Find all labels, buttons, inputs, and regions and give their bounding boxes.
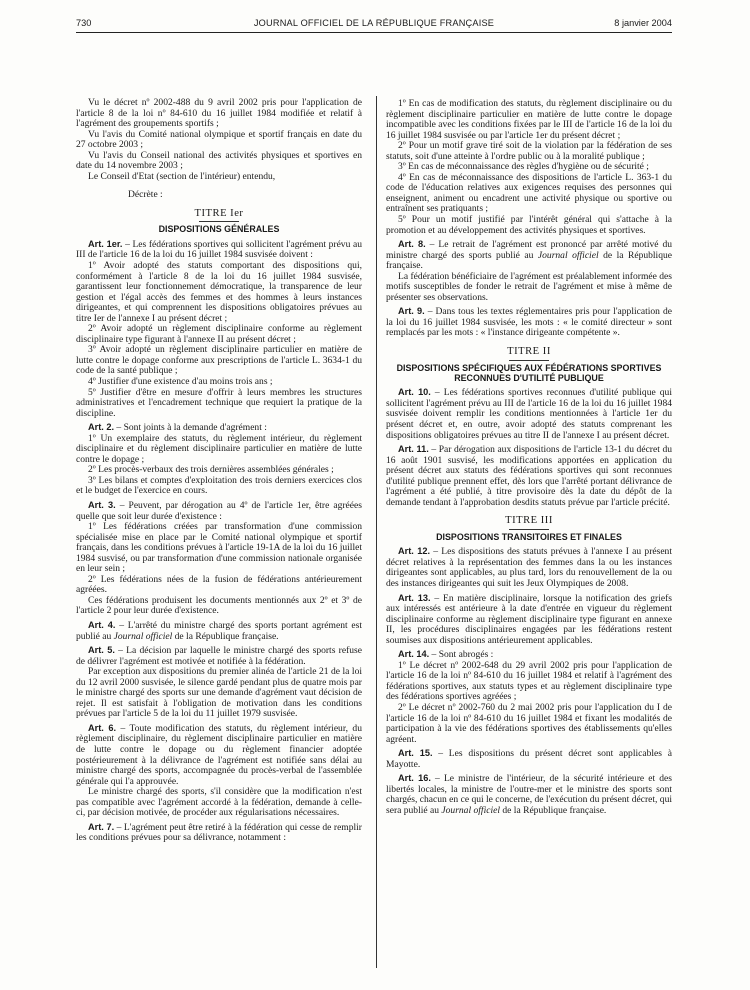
- article-4: [76, 620, 362, 642]
- list-item: 1º Les fédérations créées par transformation d'une commission spécialisée mise en place par le Comité national olympique et sportif français, dans les conditions prévues à l'article 19-1A de la loi du 16 juillet 1984 susvisé, ou par transformation d'une commission nationale organisée en leur sein ;: [76, 521, 362, 575]
- list-item: 1º En cas de modification des statuts, du règlement disciplinaire ou du règlement disciplinaire particulier en matière de lutte contre le dopage incompatible avec les conditions fixées par le III de l'article 16 de la loi du 16 juillet 1984 susvisée ou par l'article 1er du présent décret ;: [386, 98, 672, 141]
- article-text: – Les dispositions du présent décret sont applicables à Mayotte.: [386, 748, 672, 770]
- titre-heading: TITRE II: [507, 346, 551, 358]
- article-text: – Peuvent, par dérogation au 4º de l'article 1er, être agréées quelle que soit leur durée d'existence :: [76, 500, 362, 522]
- paragraph: Par exception aux dispositions du premier alinéa de l'article 21 de la loi du 12 avril 2000 susvisée, le silence gardé pendant plus de quatre mois par le ministre chargé des sports sur une demande d'agrément vaut décision de rejet. Il est satisfait à l'obligation de motivation dans les conditions prévues par l'article 5 de la loi du 11 juillet 1979 susvisée.: [76, 666, 362, 720]
- article-label: Art. 6.: [88, 722, 117, 733]
- visa-paragraph: Vu l'avis du Conseil national des activités physiques et sportives en date du 14 novembre 2003 ;: [76, 149, 362, 172]
- article-text: de la République française.: [172, 630, 279, 642]
- article-text: – Les fédérations sportives qui sollicitent l'agrément prévu au III de l'article 16 de la loi du 16 juillet 1984 susvisée doivent :: [76, 238, 362, 261]
- article-label: Art. 3.: [88, 500, 116, 510]
- list-item: 2º Les procès-verbaux des trois dernières assemblées générales ;: [88, 464, 334, 476]
- article-text: de la République française.: [500, 804, 607, 816]
- article-12: [386, 546, 672, 589]
- article-11: [386, 444, 672, 508]
- visa-paragraph: Vu l'avis du Comité national olympique et sportif français en date du 27 octobre 2003 ;: [76, 128, 362, 151]
- article-16: [386, 773, 672, 816]
- list-item: 1º Le décret nº 2002-648 du 29 avril 2002 pris pour l'application de l'article 16 de la loi nº 84-610 du 16 juillet 1984 et relatif à l'agrément des fédérations sportives, aux statuts types et au règlement disciplinaire type des fédérations sportives agréées ;: [386, 659, 672, 703]
- paragraph: Ces fédérations produisent les documents mentionnés aux 2º et 3º de l'article 2 pour leur durée d'existence.: [76, 594, 362, 617]
- article-label: Art. 5.: [88, 645, 115, 656]
- journal-title: JOURNAL OFFICIEL DE LA RÉPUBLIQUE FRANÇAISE: [253, 18, 495, 28]
- article-3: [76, 500, 362, 522]
- article-text: – Les fédérations sportives reconnues d'utilité publique qui sollicitent l'agrément prévu au III de l'article 16 de la loi du 16 juillet 1984 susvisée doivent remplir les conditions mentionnées à l'article 1er du présent décret et, en outre, avoir adopté des statuts comprenant les dispositions obligatoires prévues au titre II de l'annexe I au présent décret.: [386, 387, 672, 441]
- article-text: de la République française.: [386, 249, 672, 272]
- heading-rule: [199, 221, 239, 222]
- journal-reference: Journal officiel: [537, 249, 599, 261]
- visa-paragraph: Vu le décret nº 2002-488 du 9 avril 2002 pris pour l'application de l'article 8 de la loi nº 84-610 du 16 juillet 1984 modifiée et relatif à l'agrément des groupements sportifs ;: [76, 97, 362, 130]
- article-label: Art. 7.: [88, 821, 115, 832]
- list-item: 4º Justifier d'une existence d'au moins trois ans ;: [88, 375, 273, 387]
- page-number: 730: [76, 18, 92, 28]
- visa-paragraph: Le Conseil d'Etat (section de l'intérieur) entendu,: [88, 170, 276, 182]
- titre-heading: TITRE Ier: [194, 207, 244, 219]
- list-item: 3º Avoir adopté un règlement disciplinaire particulier en matière de lutte contre le dopage conforme aux prescriptions de l'article L. 3634-1 du code de la santé publique ;: [76, 344, 362, 377]
- article-label: Art. 8.: [398, 239, 426, 250]
- article-label: Art. 16.: [398, 773, 431, 784]
- titre-subtitle: DISPOSITIONS SPÉCIFIQUES AUX FÉDÉRATIONS SPORTIVES RECONNUES D'UTILITÉ PUBLIQUE: [396, 362, 662, 383]
- article-label: Art. 12.: [398, 546, 430, 557]
- article-label: Art. 10.: [398, 387, 431, 398]
- article-1: [76, 239, 362, 261]
- titre-subtitle: DISPOSITIONS TRANSITOIRES ET FINALES: [436, 531, 622, 542]
- list-item: 1º Un exemplaire des statuts, du règlement intérieur, du règlement disciplinaire et du règlement disciplinaire particulier en matière de lutte contre le dopage ;: [76, 432, 362, 465]
- journal-reference: Journal officiel: [441, 804, 501, 816]
- heading-rule: [509, 360, 549, 361]
- article-8: [386, 239, 672, 272]
- list-item: 2º Les fédérations nées de la fusion de fédérations antérieurement agréées.: [76, 573, 362, 596]
- article-label: Art. 4.: [88, 620, 116, 631]
- article-text: – En matière disciplinaire, lorsque la notification des griefs aux intéressés est antérieure à la date d'entrée en vigueur du règlement disciplinaire conforme au règlement disciplinaire type figurant en annexe II, les procédures disciplinaires engagées par les fédérations restent soumises aux dispositions antérieurement applicables.: [386, 592, 672, 646]
- article-text: – L'agrément peut être retiré à la fédération qui cesse de remplir les conditions prévues pour sa délivrance, notamment :: [76, 821, 362, 844]
- list-item: 2º Pour un motif grave tiré soit de la violation par la fédération de ses statuts, soit d'une atteinte à l'ordre public ou à la moralité publique ;: [386, 140, 672, 162]
- article-label: Art. 15.: [398, 748, 433, 759]
- article-label: Art. 13.: [398, 592, 431, 603]
- article-text: – Le ministre de l'intérieur, de la sécurité intérieure et des libertés locales, la ministre de l'outre-mer et le ministre des sports sont chargés, chacun en ce qui le concerne, de l'exécution du présent décret, qui sera publié au: [386, 773, 672, 816]
- column-divider: [376, 96, 377, 968]
- article-text: – L'arrêté du ministre chargé des sports portant agrément est publié au: [76, 620, 363, 642]
- heading-rule: [509, 529, 549, 530]
- article-10: [386, 387, 672, 441]
- list-item: 3º Les bilans et comptes d'exploitation des trois derniers exercices clos et le budget de l'exercice en cours.: [76, 474, 362, 497]
- article-5: [76, 645, 362, 667]
- article-label: Art. 9.: [398, 306, 425, 317]
- article-text: – Dans tous les textes réglementaires pris pour l'application de la loi du 16 juillet 1984 susvisée, les mots : « le comité directeur » sont remplacés par les mots : « l'instance dirigeante compétente ».: [386, 306, 672, 339]
- article-9: [386, 306, 672, 339]
- titre-heading: TITRE III: [505, 515, 553, 527]
- article-text: – La décision par laquelle le ministre chargé des sports refuse de délivrer l'agrément est motivée et notifiée à la fédération.: [76, 645, 362, 667]
- list-item: 4º En cas de méconnaissance des dispositions de l'article L. 363-1 du code de l'éducation relatives aux exigences requises des personnes qui enseignent, animent ou encadrent une activité physique ou sportive ou entraînent ses pratiquants ;: [386, 171, 672, 215]
- list-item: 1º Avoir adopté des statuts comportant des dispositions qui, conformément à l'article 8 de la loi du 16 juillet 1984 susvisée, garantissent leur fonctionnement démocratique, la transparence de leur gestion et l'égal accès des femmes et des hommes à leurs instances dirigeantes, et qui comprennent les dispositions obligatoires prévues au titre Ier de l'annexe I au présent décret ;: [76, 259, 362, 324]
- article-label: Art. 1er.: [88, 238, 123, 249]
- article-6: [76, 723, 362, 787]
- titre-subtitle: DISPOSITIONS GÉNÉRALES: [158, 224, 280, 235]
- article-label: Art. 14.: [398, 649, 430, 660]
- paragraph: La fédération bénéficiaire de l'agrément est préalablement informée des motifs susceptibles de fonder le retrait de l'agrément et mise à même de présenter ses observations.: [386, 270, 672, 303]
- decrete-line: Décrète :: [128, 189, 163, 201]
- list-item: 2º Avoir adopté un règlement disciplinaire conforme au règlement disciplinaire type figurant à l'annexe II au présent décret ;: [76, 323, 362, 345]
- article-text: – Les dispositions des statuts prévues à l'annexe I au présent décret relatives à la représentation des femmes dans la ou les instances dirigeantes sont applicables, au plus tard, lors du renouvellement de la ou des instances dirigeantes qui suit les Jeux Olympiques de 2008.: [386, 546, 672, 589]
- article-text: – Sont joints à la demande d'agrément :: [114, 422, 267, 434]
- list-item: 3º En cas de méconnaissance des règles d'hygiène ou de sécurité ;: [398, 161, 649, 173]
- article-text: – Le retrait de l'agrément est prononcé par arrêté motivé du ministre chargé des sports publié au: [386, 239, 673, 261]
- article-label: Art. 2.: [88, 422, 115, 433]
- article-7: [76, 822, 362, 844]
- list-item: 5º Justifier d'être en mesure d'offrir à leurs membres les structures administratives et l'encadrement technique que requiert la pratique de la discipline.: [76, 386, 362, 419]
- article-13: [386, 593, 672, 647]
- article-15: [386, 748, 672, 770]
- article-text: – Toute modification des statuts, du règlement intérieur, du règlement disciplinaire, du règlement disciplinaire particulier en matière de lutte contre le dopage ou du règlement financier adoptée postérieurement à la délivrance de l'agrément est notifiée sans délai au ministre chargé des sports, accompagnée du procès-verbal de l'assemblée générale qui l'a approuvée.: [76, 722, 362, 787]
- article-2: [76, 422, 362, 434]
- article-text: – Par dérogation aux dispositions de l'article 13-1 du décret du 16 août 1901 susvisé, les modifications apportées en application du présent décret aux statuts des fédérations sportives qui sont reconnues d'utilité publique prennent effet, dès lors que l'arrêté portant délivrance de l'agrément a été publié, à titre provisoire dès la date du dépôt de la demande tendant à l'approbation desdits statuts prévue par l'article précité.: [386, 444, 672, 508]
- paragraph: Le ministre chargé des sports, s'il considère que la modification n'est pas compatible avec l'agrément accordé à la fédération, demande à celle-ci, par décision motivée, de procéder aux régularisations nécessaires.: [76, 786, 362, 819]
- list-item: 2º Le décret nº 2002-760 du 2 mai 2002 pris pour l'application du I de l'article 16 de la loi nº 84-610 du 16 juillet 1984 et fixant les modalités de participation à la vie des fédérations sportives des établissements qu'elles agréent.: [386, 702, 672, 745]
- right-column: [386, 99, 672, 816]
- issue-date: 8 janvier 2004: [614, 18, 672, 28]
- article-label: Art. 11.: [398, 444, 429, 455]
- running-header: [76, 18, 672, 33]
- list-item: 5º Pour un motif justifié par l'intérêt général qui s'attache à la promotion et au développement des activités physiques et sportives.: [386, 214, 672, 236]
- left-column: [76, 98, 362, 844]
- journal-reference: Journal officiel: [113, 630, 173, 642]
- article-text: – Sont abrogés :: [429, 649, 494, 661]
